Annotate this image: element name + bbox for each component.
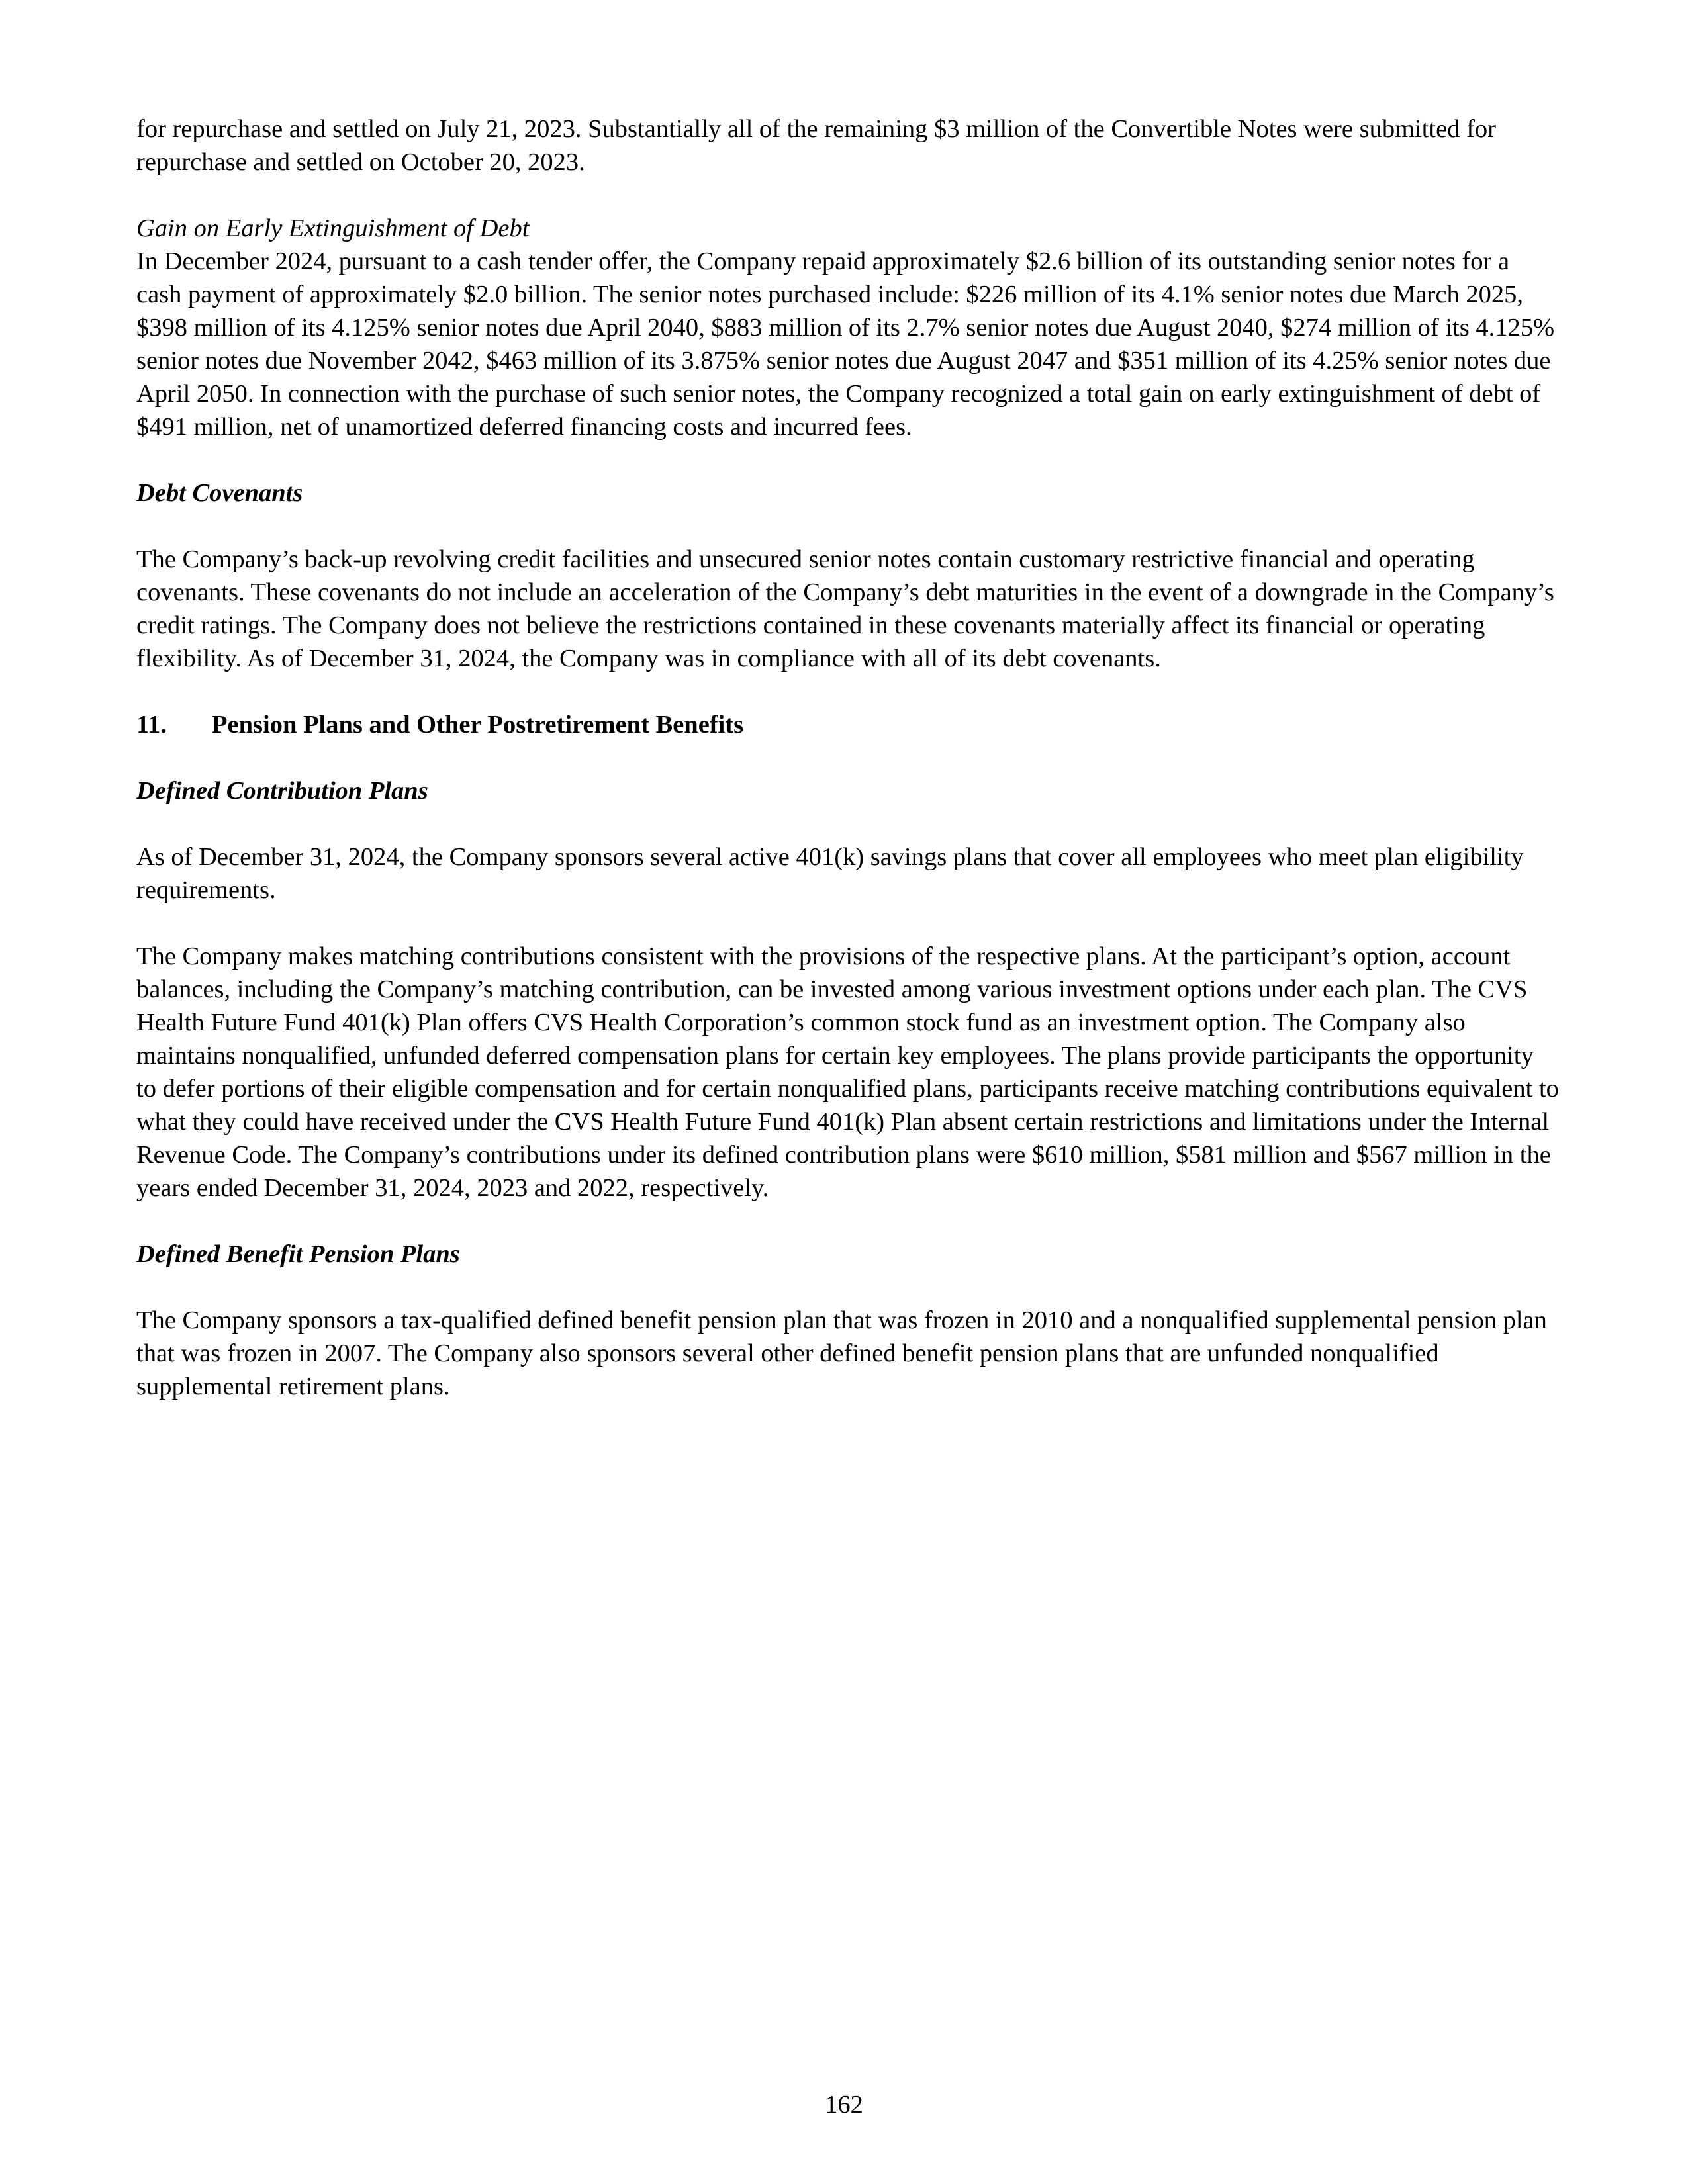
continuation-paragraph: for repurchase and settled on July 21, 2023. Substantially all of the remaining $3 million of the Convertible Notes were submitted for repurchase and settled on October 20, 2023. (136, 115, 1496, 176)
defined-benefit-heading: Defined Benefit Pension Plans (136, 1240, 460, 1268)
section-title: Pension Plans and Other Postretirement Benefits (212, 711, 744, 739)
defined-contribution-paragraph-1: As of December 31, 2024, the Company sponsors several active 401(k) savings plans that cover all employees who meet plan eligibility requirements. (136, 843, 1524, 904)
gain-paragraph: In December 2024, pursuant to a cash tender offer, the Company repaid approximately $2.6 billion of its outstanding senior notes for a cash payment of approximately $2.0 billion. The senior notes purchased include: $226 million of its 4.1% senior notes due March 2025, $398 million of its 4.125% senior notes due April 2040, $883 million of its 2.7% senior notes due August 2040, $274 million of its 4.125% senior notes due November 2042, $463 million of its 3.875% senior notes due August 2047 and $351 million of its 4.25% senior notes due April 2050. In connection with the purchase of such senior notes, the Company recognized a total gain on early extinguishment of debt of $491 million, net of unamortized deferred financing costs and incurred fees. (136, 248, 1555, 441)
debt-covenants-paragraph: The Company’s back-up revolving credit facilities and unsecured senior notes contain customary restrictive financial and operating covenants. These covenants do not include an acceleration of the Company’s debt maturities in the event of a downgrade in the Company’s credit ratings. The Company does not believe the restrictions contained in these covenants materially affect its financial or operating flexibility. As of December 31, 2024, the Company was in compliance with all of its debt covenants. (136, 545, 1554, 672)
defined-contribution-heading: Defined Contribution Plans (136, 777, 428, 805)
section-number: 11. (136, 711, 167, 739)
section-heading (136, 708, 1560, 741)
gain-heading: Gain on Early Extinguishment of Debt (136, 214, 530, 242)
defined-contribution-paragraph-2: The Company makes matching contributions consistent with the provisions of the respective plans. At the participant’s option, account balances, including the Company’s matching contribution, can be invested among various investment options under each plan. The CVS Health Future Fund 401(k) Plan offers CVS Health Corporation’s common stock fund as an investment option. The Company also maintains nonqualified, unfunded deferred compensation plans for certain key employees. The plans provide participants the opportunity to defer portions of their eligible compensation and for certain nonqualified plans, participants receive matching contributions equivalent to what they could have received under the CVS Health Future Fund 401(k) Plan absent certain restrictions and limitations under the Internal Revenue Code. The Company’s contributions under its defined contribution plans were $610 million, $581 million and $567 million in the years ended December 31, 2024, 2023 and 2022, respectively. (136, 942, 1559, 1202)
document-body (136, 113, 1560, 1403)
page-number: 162 (825, 2091, 863, 2118)
defined-benefit-paragraph: The Company sponsors a tax-qualified defined benefit pension plan that was frozen in 2010 and a nonqualified supplemental pension plan that was frozen in 2007. The Company also sponsors several other defined benefit pension plans that are unfunded nonqualified supplemental retirement plans. (136, 1306, 1547, 1400)
debt-covenants-heading: Debt Covenants (136, 479, 303, 507)
